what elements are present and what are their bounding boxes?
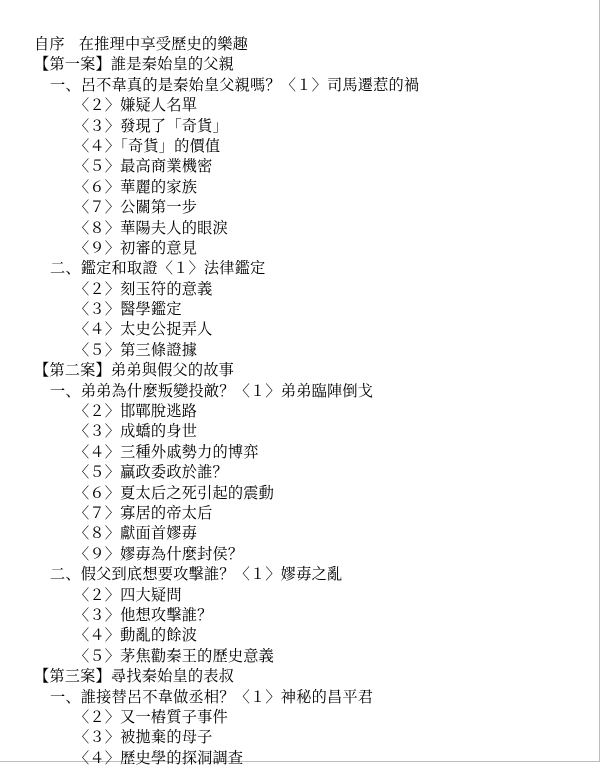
toc-subsection-line: 〈８〉華陽夫人的眼淚 (74, 218, 228, 237)
toc-subsection-line: 〈３〉發現了「奇貨」 (74, 116, 228, 135)
toc-subsection-line: 〈２〉嫌疑人名單 (74, 96, 198, 115)
toc-preface (34, 34, 419, 54)
toc-subsection-line: 〈４〉動亂的餘波 (74, 626, 198, 645)
toc-preface-title: 在推理中享受歷史的樂趣 (78, 35, 249, 53)
toc-section-line: 一、弟弟為什麼叛變投敵？〈１〉弟弟臨陣倒戈 (50, 381, 374, 400)
toc-preface-label: 自序 (34, 35, 65, 53)
toc-case-heading: 【第三案】尋找秦始皇的表叔 (34, 667, 235, 686)
toc-case-heading: 【第一案】誰是秦始皇的父親 (34, 55, 235, 74)
toc-subsection-line: 〈４〉三種外戚勢力的博弈 (74, 442, 259, 461)
toc-subsection-line: 〈５〉茅焦勸秦王的歷史意義 (74, 646, 275, 665)
toc-subsection-line: 〈７〉公關第一步 (74, 198, 198, 217)
toc-subsection-line: 〈９〉嫪毐為什麼封侯？ (74, 544, 244, 563)
toc-subsection-line: 〈４〉太史公捉弄人 (74, 320, 213, 339)
toc-subsection-line: 〈９〉初審的意見 (74, 238, 198, 257)
toc-subsection-line: 〈６〉夏太后之死引起的震動 (74, 483, 275, 502)
toc-subsection-line: 〈６〉華麗的家族 (74, 177, 198, 196)
toc-case-heading: 【第二案】弟弟與假父的故事 (34, 361, 235, 380)
toc-section-line: 一、誰接替呂不韋做丞相？〈１〉神秘的昌平君 (50, 687, 374, 706)
toc-subsection-line: 〈５〉贏政委政於誰？ (74, 463, 228, 482)
toc-subsection-line: 〈２〉又一樁質子事件 (74, 707, 228, 726)
toc-subsection-line: 〈８〉獻面首嫪毐 (74, 524, 198, 543)
toc-subsection-line: 〈５〉最高商業機密 (74, 157, 213, 176)
toc-subsection-line: 〈２〉邯鄲脫逃路 (74, 402, 198, 421)
toc-subsection-line: 〈３〉醫學鑑定 (74, 300, 182, 319)
toc-subsection-line: 〈３〉成蟜的身世 (74, 422, 198, 441)
toc-subsection-line: 〈４〉「奇貨」的價值 (74, 136, 221, 155)
toc-subsection-line: 〈２〉四大疑問 (74, 585, 182, 604)
toc-subsection-line: 〈３〉他想攻擊誰？ (74, 605, 213, 624)
table-of-contents (34, 34, 419, 768)
toc-section-line: 二、鑑定和取證〈１〉法律鑑定 (50, 259, 266, 278)
toc-subsection-line: 〈７〉寡居的帝太后 (74, 503, 213, 522)
toc-subsection-line: 〈４〉歷史學的探洞調查 (74, 748, 244, 767)
toc-subsection-line: 〈５〉第三條證據 (74, 340, 198, 359)
toc-subsection-line: 〈２〉刻玉符的意義 (74, 279, 213, 298)
toc-section-line: 一、呂不韋真的是秦始皇父親嗎？〈１〉司馬遷惹的禍 (50, 75, 420, 94)
toc-section-line: 二、假父到底想要攻擊誰？〈１〉嫪毐之亂 (50, 565, 343, 584)
toc-subsection-line: 〈３〉被拋棄的母子 (74, 728, 213, 747)
